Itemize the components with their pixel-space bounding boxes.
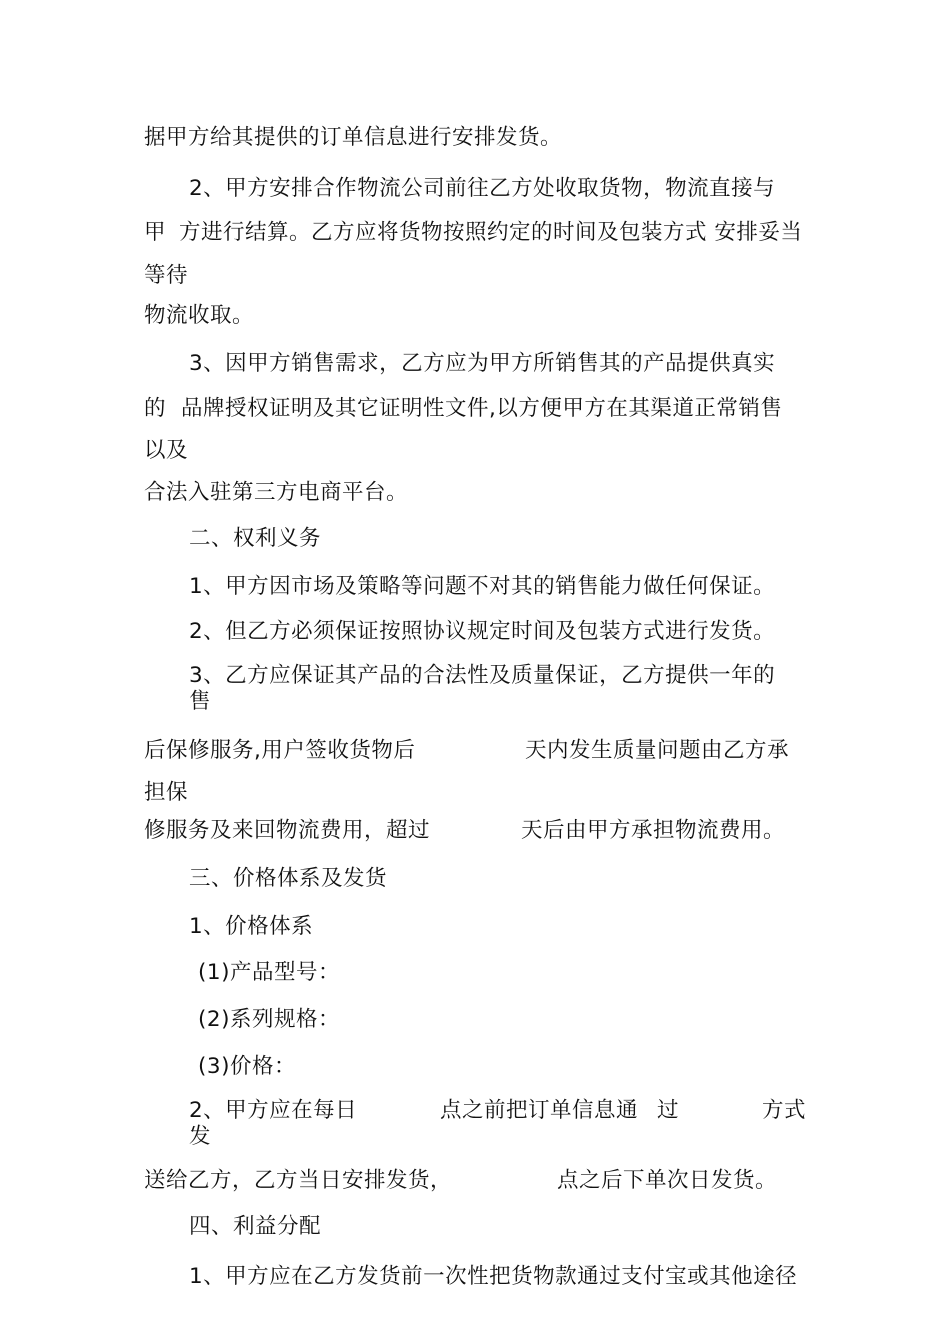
text-line: 1、价格体系 bbox=[189, 914, 314, 939]
text-run: 天后由甲方承担物流费用。 bbox=[521, 818, 786, 843]
text-run: 送给乙方，乙方当日安排发货， bbox=[144, 1168, 453, 1193]
text-run: 修服务及来回物流费用，超过 bbox=[144, 818, 431, 843]
text-line: 3、乙方应保证其产品的合法性及质量保证，乙方提供一年的 bbox=[189, 663, 776, 688]
text-line: 2、甲方安排合作物流公司前往乙方处收取货物，物流直接与 bbox=[189, 176, 776, 201]
text-run: 天内发生质量问题由乙方承 bbox=[525, 738, 790, 763]
text-run: 方式 bbox=[762, 1098, 807, 1123]
text-line: 3、因甲方销售需求，乙方应为甲方所销售其的产品提供真实 bbox=[189, 351, 776, 376]
text-run: 甲 bbox=[144, 220, 167, 245]
text-run: 方进行结算。乙方应将货物按照约定的时间及包装方式 安排妥当 bbox=[179, 220, 803, 245]
section-heading: 三、价格体系及发货 bbox=[189, 866, 388, 891]
section-heading: 四、利益分配 bbox=[189, 1214, 322, 1239]
text-line: 售 bbox=[189, 689, 212, 714]
text-line: 物流收取。 bbox=[144, 303, 255, 328]
text-run: 后保修服务,用户签收货物后 bbox=[144, 738, 416, 763]
text-line: (2)系列规格： bbox=[198, 1007, 340, 1032]
text-run: 的 bbox=[144, 396, 167, 421]
section-heading: 二、权利义务 bbox=[189, 526, 322, 551]
text-line: 1、甲方因市场及策略等问题不对其的销售能力做任何保证。 bbox=[189, 574, 776, 599]
text-line: 担保 bbox=[144, 780, 189, 805]
text-run: 过 bbox=[657, 1098, 680, 1123]
text-run: 点之前把订单信息通 bbox=[440, 1098, 639, 1123]
text-line: (1)产品型号： bbox=[198, 960, 340, 985]
text-run: 点之后下单次日发货。 bbox=[557, 1168, 778, 1193]
text-run: 品牌授权证明及其它证明性文件,以方便甲方在其渠道正常销售 bbox=[181, 396, 783, 421]
text-line: 2、但乙方必须保证按照协议规定时间及包装方式进行发货。 bbox=[189, 619, 776, 644]
text-line: 发 bbox=[189, 1124, 212, 1149]
text-line: (3)价格： bbox=[198, 1054, 296, 1079]
text-line: 等待 bbox=[144, 263, 189, 288]
text-line: 以及 bbox=[144, 438, 189, 463]
text-line: 1、甲方应在乙方发货前一次性把货物款通过支付宝或其他途径 bbox=[189, 1264, 798, 1289]
text-line: 据甲方给其提供的订单信息进行安排发货。 bbox=[144, 125, 563, 150]
text-run: 2、甲方应在每日 bbox=[189, 1098, 358, 1123]
text-line: 合法入驻第三方电商平台。 bbox=[144, 480, 409, 505]
